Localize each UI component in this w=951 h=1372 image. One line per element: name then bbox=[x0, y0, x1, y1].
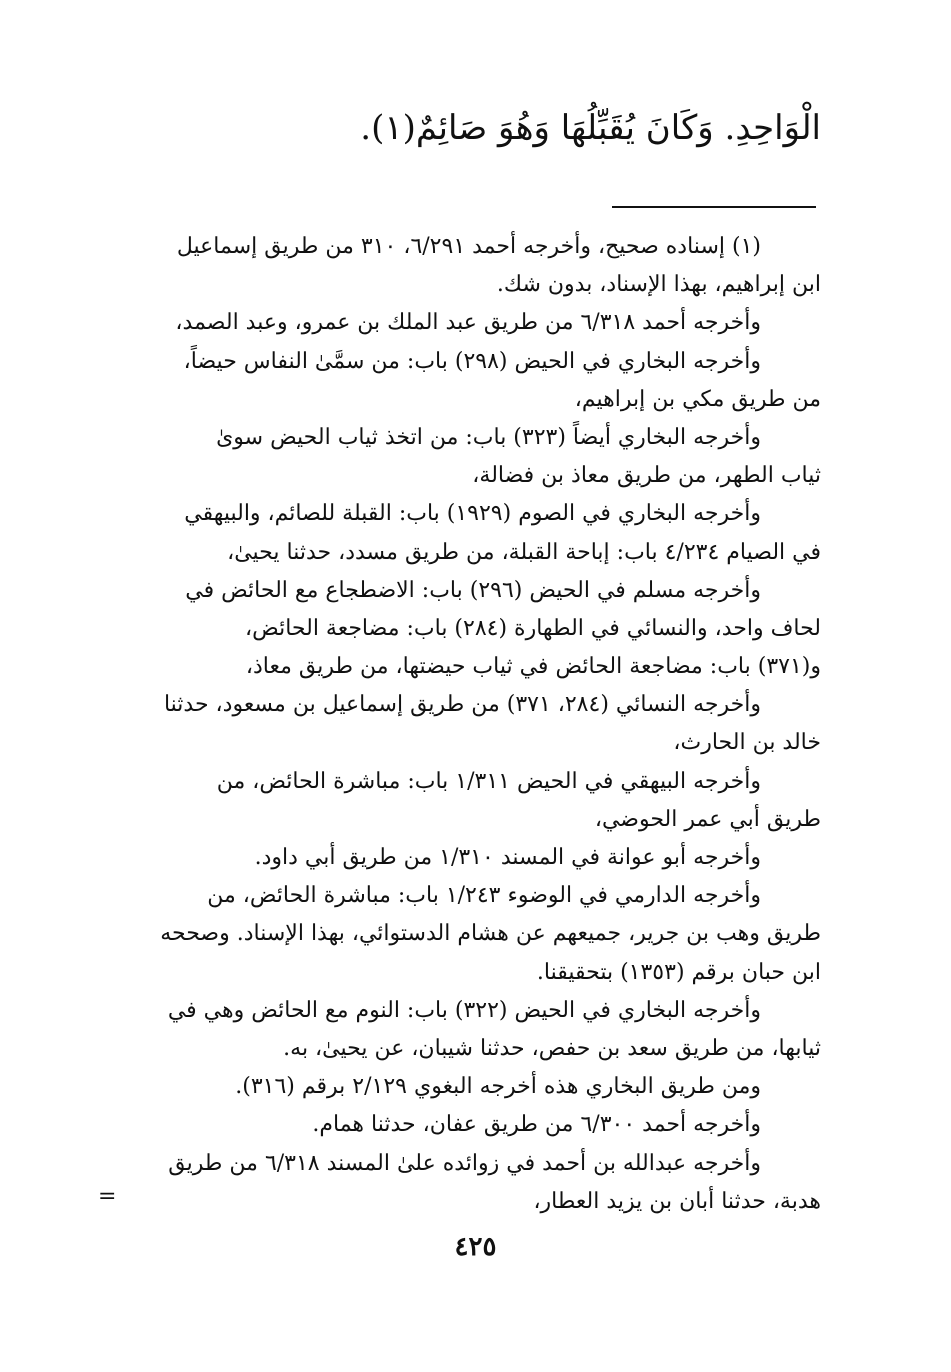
footnote-line: ابن حبان برقم (١٣٥٣) بتحقيقنا. bbox=[536, 959, 821, 985]
page-number: ٤٢٥ bbox=[454, 1232, 497, 1262]
footnote-line: هدبة، حدثنا أبان بن يزيد العطار، bbox=[533, 1188, 821, 1214]
footnote-line: خالد بن الحارث، bbox=[673, 730, 821, 756]
footnote-line: ومن طريق البخاري هذه أخرجه البغوي ٢/١٢٩ برقم (٣١٦). bbox=[235, 1074, 761, 1100]
main-text-line: الْوَاحِدِ. وَكَانَ يُقَبِّلُهَا وَهُوَ صَائِمٌ(١). bbox=[360, 108, 821, 148]
footnote-line: وأخرجه النسائي (٢٨٤، ٣٧١) من طريق إسماعيل بن مسعود، حدثنا bbox=[163, 692, 761, 718]
footnote-line: وأخرجه البخاري أيضاً (٣٢٣) باب: من اتخذ ثياب الحيض سوىٰ bbox=[216, 424, 761, 450]
footnote-separator bbox=[612, 206, 816, 208]
footnote-line: ثيابها، من طريق سعد بن حفص، حدثنا شيبان، عن يحيىٰ، به. bbox=[283, 1035, 821, 1061]
footnote-line: في الصيام ٤/٢٣٤ باب: إباحة القبلة، من طريق مسدد، حدثنا يحيىٰ، bbox=[227, 539, 821, 565]
footnote-line: وأخرجه البخاري في الحيض (٣٢٢) باب: النوم مع الحائض وهي في bbox=[167, 997, 761, 1023]
footnotes-block bbox=[121, 228, 821, 1221]
continuation-mark: = bbox=[98, 1184, 117, 1209]
footnote-line: وأخرجه البخاري في الصوم (١٩٢٩) باب: القبلة للصائم، والبيهقي bbox=[184, 501, 761, 527]
footnote-line: من طريق مكي بن إبراهيم، bbox=[574, 386, 821, 412]
footnote-line: وأخرجه أبو عوانة في المسند ١/٣١٠ من طريق أبي داود. bbox=[254, 845, 761, 870]
footnote-line: وأخرجه الدارمي في الوضوء ١/٢٤٣ باب: مباشرة الحائض، من bbox=[207, 883, 761, 909]
footnote-line: وأخرجه البخاري في الحيض (٢٩٨) باب: من سمَّىٰ النفاس حيضاً، bbox=[183, 348, 761, 374]
footnote-line: و(٣٧١) باب: مضاجعة الحائض في ثياب حيضتها، من طريق معاذ، bbox=[245, 654, 821, 680]
footnote-line: ثياب الطهر، من طريق معاذ بن فضالة، bbox=[472, 463, 821, 489]
footnote-line: طريق وهب بن جرير، جميعهم عن هشام الدستوائي، بهذا الإسناد. وصححه bbox=[160, 921, 821, 947]
footnote-line: وأخرجه عبدالله بن أحمد في زوائده علىٰ المسند ٦/٣١٨ من طريق bbox=[168, 1150, 761, 1176]
footnote-line: وأخرجه البيهقي في الحيض ١/٣١١ باب: مباشرة الحائض، من bbox=[216, 768, 761, 794]
footnote-line: طريق أبي عمر الحوضي، bbox=[594, 806, 821, 832]
footnote-line: لحاف واحد، والنسائي في الطهارة (٢٨٤) باب: مضاجعة الحائض، bbox=[245, 615, 821, 641]
footnote-line: ابن إبراهيم، بهذا الإسناد، بدون شك. bbox=[496, 272, 821, 298]
footnote-line: وأخرجه أحمد ٦/٣٠٠ من طريق عفان، حدثنا همام. bbox=[312, 1112, 761, 1138]
footnote-line: وأخرجه أحمد ٦/٣١٨ من طريق عبد الملك بن عمرو، وعبد الصمد، bbox=[175, 310, 761, 336]
footnote-line: وأخرجه مسلم في الحيض (٢٩٦) باب: الاضطجاع مع الحائض في bbox=[185, 577, 761, 603]
footnote-line: (١) إسناده صحيح، وأخرجه أحمد ٦/٢٩١، ٣١٠ من طريق إسماعيل bbox=[176, 234, 761, 259]
